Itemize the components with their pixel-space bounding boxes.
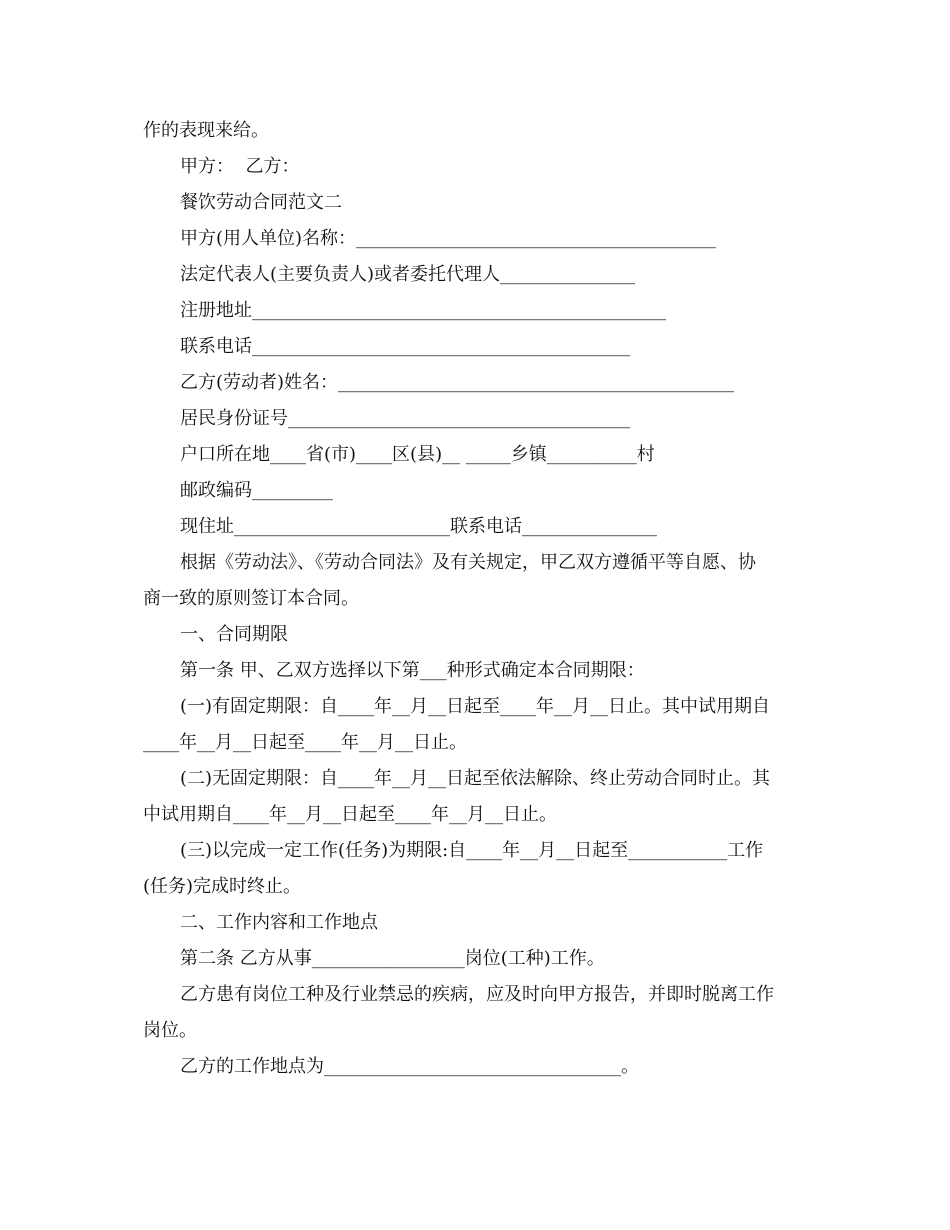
text-line: 作的表现来给。	[143, 120, 269, 141]
text-line: 商一致的原则签订本合同。	[143, 588, 359, 609]
postal-code-field: 邮政编码_________	[180, 480, 333, 501]
text-line: 根据《劳动法》、《劳动合同法》及有关规定，甲乙双方遵循平等自愿、协	[180, 552, 756, 573]
text-line: 甲方： 乙方：	[180, 156, 300, 177]
employer-phone-field: 联系电话__________________________________________	[180, 336, 630, 357]
employer-name-field: 甲方(用人单位)名称：________________________________________	[180, 228, 717, 249]
section-heading: 一、合同期限	[180, 624, 288, 645]
text-line: 乙方患有岗位工种及行业禁忌的疾病，应及时向甲方报告，并即时脱离工作	[180, 984, 774, 1005]
text-line: 岗位。	[143, 1020, 197, 1041]
section-title: 餐饮劳动合同范文二	[180, 192, 342, 213]
household-address-field: 户口所在地____省(市)____区(县)__ _____乡镇__________村	[180, 444, 655, 465]
text-line: (二)无固定期限：自____年__月__日起至依法解除、终止劳动合同时止。其	[180, 768, 771, 789]
text-line: (一)有固定期限：自____年__月__日起至____年__月__日止。其中试用期自	[180, 696, 771, 717]
text-line: 第二条 乙方从事_________________岗位(工种)工作。	[180, 948, 605, 969]
id-number-field: 居民身份证号______________________________________	[180, 408, 630, 429]
employee-name-field: 乙方(劳动者)姓名：____________________________________________	[180, 372, 735, 393]
legal-representative-field: 法定代表人(主要负责人)或者委托代理人_______________	[180, 264, 636, 285]
text-line: (任务)完成时终止。	[143, 876, 302, 897]
work-location-field: 乙方的工作地点为_________________________________。	[180, 1056, 639, 1077]
section-heading: 二、工作内容和工作地点	[180, 912, 378, 933]
text-line: 第一条 甲、乙双方选择以下第___种形式确定本合同期限：	[180, 660, 645, 681]
registered-address-field: 注册地址______________________________________________	[180, 300, 666, 321]
text-line: ____年__月__日起至____年__月__日止。	[143, 732, 467, 753]
text-line: 中试用期自____年__月__日起至____年__月__日止。	[143, 804, 557, 825]
current-address-field: 现住址________________________联系电话_______________	[180, 516, 657, 537]
text-line: (三)以完成一定工作(任务)为期限:自____年__月__日起至___________工作	[180, 840, 764, 861]
